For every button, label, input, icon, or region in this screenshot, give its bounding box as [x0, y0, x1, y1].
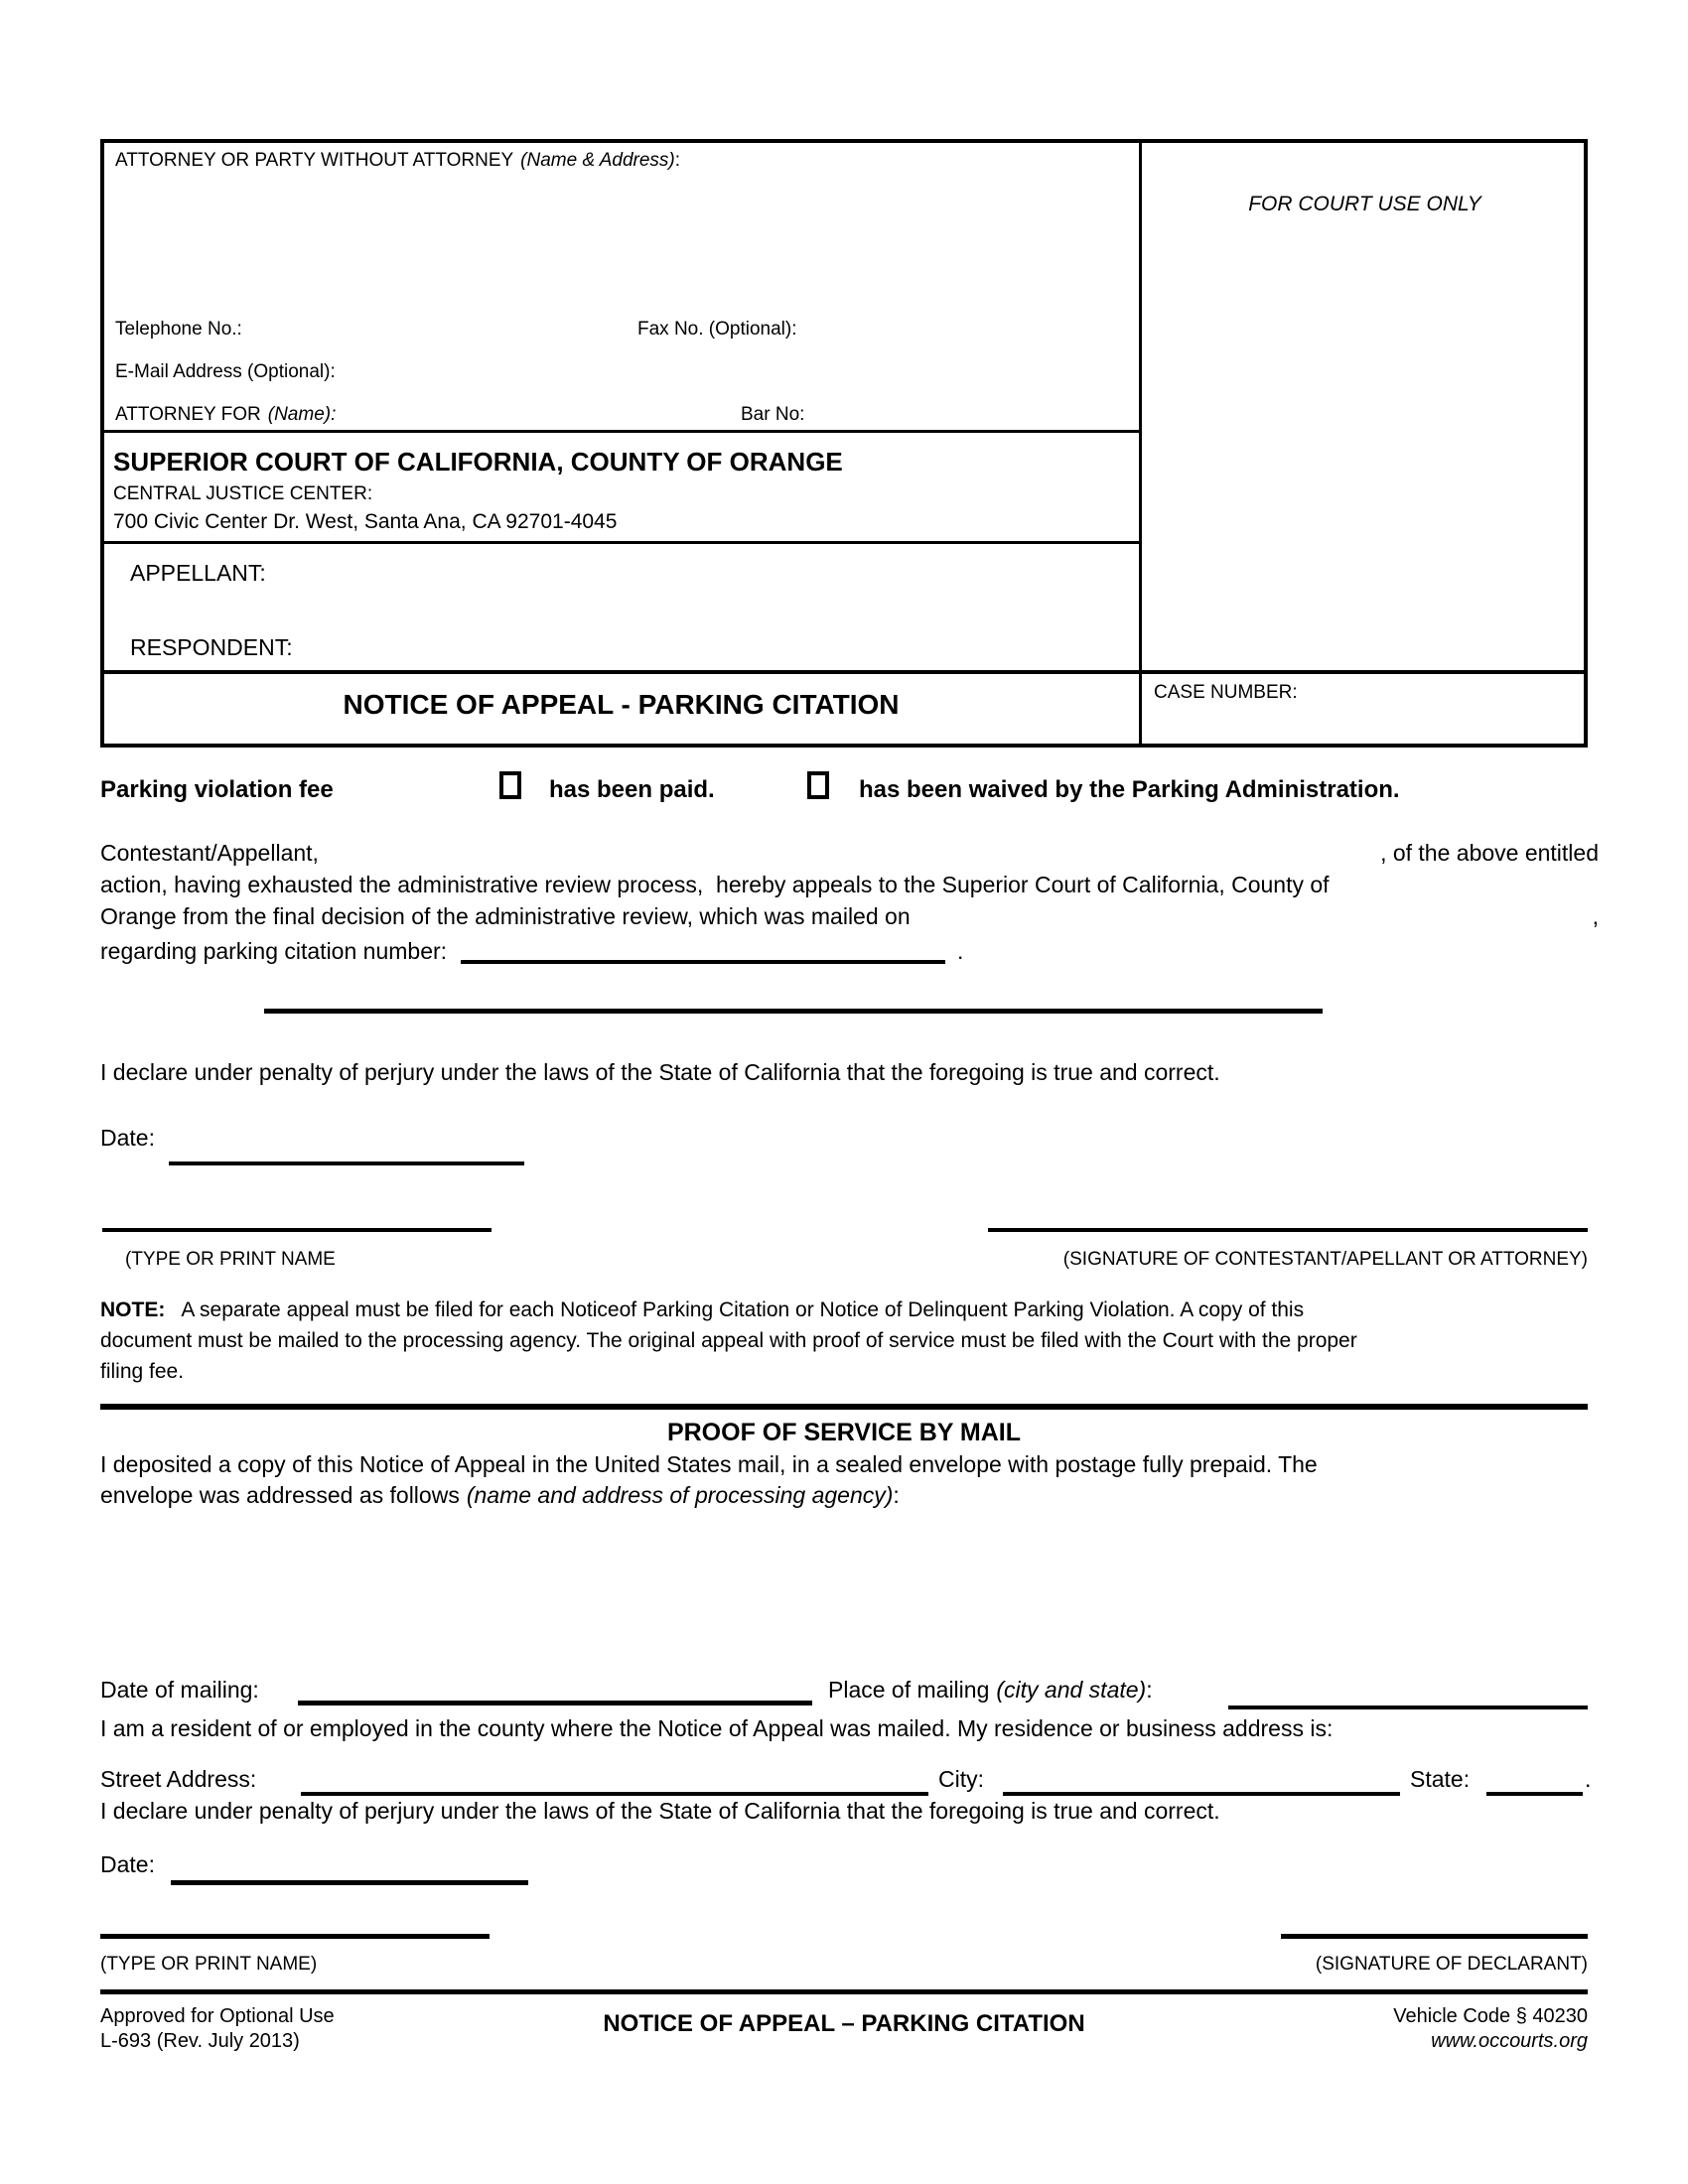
note-block: [100, 1297, 1592, 1385]
appeal-signature-label: (SIGNATURE OF CONTESTANT/APELLANT OR ATTORNEY): [1062, 1249, 1588, 1270]
proof-name-line[interactable]: [100, 1934, 490, 1939]
court-address: 700 Civic Center Dr. West, Santa Ana, CA 92701-4045: [113, 510, 618, 533]
appeal-line3-comma: ,: [1592, 903, 1599, 929]
caption-vertical-divider: [1139, 139, 1142, 748]
respondent-label: RESPONDENT:: [130, 634, 293, 660]
proof-line2: [100, 1481, 900, 1510]
email-label: E-Mail Address (Optional):: [115, 361, 336, 382]
fee-waived-option: has been waived by the Parking Administration.: [859, 776, 1400, 803]
appeal-declaration: I declare under penalty of perjury under the laws of the State of California that the foregoing is true and correct.: [100, 1059, 1220, 1085]
proof-date-line[interactable]: [171, 1880, 528, 1885]
contestant-appellant-label: Contestant/Appellant,: [100, 840, 319, 866]
proof-line2-italic: (name and address of processing agency): [466, 1482, 894, 1508]
telephone-label: Telephone No.:: [115, 319, 242, 340]
attorney-for-hint: (Name):: [267, 404, 337, 425]
bar-no-label: Bar No:: [741, 404, 805, 425]
proof-type-print-label: (TYPE OR PRINT NAME): [100, 1954, 318, 1975]
attorney-party-label-text: ATTORNEY OR PARTY WITHOUT ATTORNEY: [115, 150, 514, 171]
note-line3: filing fee.: [100, 1360, 185, 1383]
footer-rule: [100, 1989, 1588, 1994]
attorney-party-hint: (Name & Address): [520, 150, 675, 171]
place-of-mailing-line[interactable]: [1228, 1706, 1588, 1709]
form-title: NOTICE OF APPEAL - PARKING CITATION: [343, 689, 900, 720]
footer-statute: Vehicle Code § 40230: [1393, 2005, 1588, 2027]
proof-signature-label: (SIGNATURE OF DECLARANT): [1315, 1954, 1588, 1975]
proof-line1: I deposited a copy of this Notice of Appeal in the United States mail, in a sealed envelope with postage fully prepaid. The: [100, 1451, 1318, 1477]
note-label: NOTE:: [100, 1298, 166, 1321]
proof-signature-line[interactable]: [1281, 1934, 1588, 1939]
resident-line: I am a resident of or employed in the county where the Notice of Appeal was mailed. My residence or business address is:: [100, 1715, 1334, 1741]
fee-waived-checkbox[interactable]: [807, 771, 829, 799]
footer-title: NOTICE OF APPEAL – PARKING CITATION: [603, 2010, 1085, 2037]
appeal-line4: [100, 937, 963, 966]
title-row-divider: [100, 670, 1588, 674]
appeal-line2: action, having exhausted the administrative review process, hereby appeals to the Superior Court of California, County of: [100, 872, 1330, 897]
footer-website[interactable]: www.occourts.org: [1431, 2030, 1588, 2052]
court-name: SUPERIOR COURT OF CALIFORNIA, COUNTY OF ORANGE: [113, 447, 843, 477]
city-line[interactable]: [1003, 1792, 1400, 1796]
place-of-mailing-text: Place of mailing: [828, 1677, 990, 1703]
fee-paid-checkbox[interactable]: [499, 771, 521, 799]
appeal-line1-right: , of the above entitled: [1380, 840, 1599, 866]
place-of-mailing-hint: (city and state): [996, 1677, 1147, 1703]
proof-line2-colon: :: [893, 1482, 900, 1508]
mailed-on-label: Orange from the final decision of the administrative review, which was mailed on: [100, 903, 911, 929]
proof-line2-plain: envelope was addressed as follows: [100, 1482, 460, 1508]
attorney-for-label: [115, 403, 336, 427]
fee-label: Parking violation fee: [100, 776, 334, 803]
date-of-mailing-label: Date of mailing:: [100, 1677, 259, 1703]
for-court-use-label: FOR COURT USE ONLY: [1248, 193, 1481, 215]
court-branch: CENTRAL JUSTICE CENTER:: [113, 483, 373, 504]
appeal-date-line[interactable]: [169, 1161, 524, 1165]
street-address-line[interactable]: [301, 1792, 928, 1796]
appellant-label: APPELLANT:: [130, 560, 266, 586]
proof-date-label: Date:: [100, 1851, 155, 1877]
note-line1-text: A separate appeal must be filed for each Noticeof Parking Citation or Notice of Delinquent Parking Violation. A copy of this: [181, 1298, 1305, 1321]
city-label: City:: [938, 1766, 984, 1792]
case-number-label: CASE NUMBER:: [1154, 682, 1298, 703]
note-line2: document must be mailed to the processing agency. The original appeal with proof of service must be filed with the Court with the proper: [100, 1329, 1357, 1352]
state-label: State:: [1410, 1766, 1471, 1792]
footer-right: [1191, 2004, 1588, 2054]
citation-number-label: regarding parking citation number:: [100, 938, 448, 964]
place-of-mailing-label: [828, 1676, 1153, 1705]
attorney-party-colon: :: [674, 150, 681, 171]
citation-number-line[interactable]: [461, 960, 945, 964]
place-of-mailing-colon: :: [1146, 1677, 1153, 1703]
proof-section-rule: [100, 1404, 1588, 1410]
caption-box-border: [100, 139, 1588, 748]
footer-approved-line2: L-693 (Rev. July 2013): [100, 2030, 300, 2052]
appeal-line3: [100, 902, 1599, 931]
appeal-type-print-label: (TYPE OR PRINT NAME: [125, 1249, 336, 1270]
appeal-date-label: Date:: [100, 1125, 155, 1151]
court-section-divider: [100, 541, 1142, 544]
fax-label: Fax No. (Optional):: [637, 319, 797, 340]
footer-approved-line1: Approved for Optional Use: [100, 2005, 335, 2027]
proof-title: PROOF OF SERVICE BY MAIL: [666, 1419, 1022, 1446]
date-of-mailing-line[interactable]: [298, 1701, 812, 1706]
state-line[interactable]: [1486, 1792, 1583, 1796]
appeal-signature-line[interactable]: [988, 1228, 1588, 1232]
proof-declaration: I declare under penalty of perjury under the laws of the State of California that the foregoing is true and correct.: [100, 1798, 1220, 1824]
appeal-line1: [100, 839, 1599, 868]
street-row-period: .: [1585, 1766, 1592, 1792]
attorney-section-divider: [100, 430, 1142, 433]
appeal-line4-period: .: [957, 938, 964, 964]
note-line1: [100, 1297, 1592, 1323]
appeal-name-line[interactable]: [102, 1228, 492, 1232]
fee-paid-option: has been paid.: [549, 776, 715, 803]
attorney-for-label-text: ATTORNEY FOR: [115, 404, 261, 425]
street-address-label: Street Address:: [100, 1766, 257, 1792]
attorney-party-label: [115, 149, 680, 173]
extra-writing-line[interactable]: [264, 1009, 1323, 1014]
footer-approved: [100, 2004, 335, 2054]
